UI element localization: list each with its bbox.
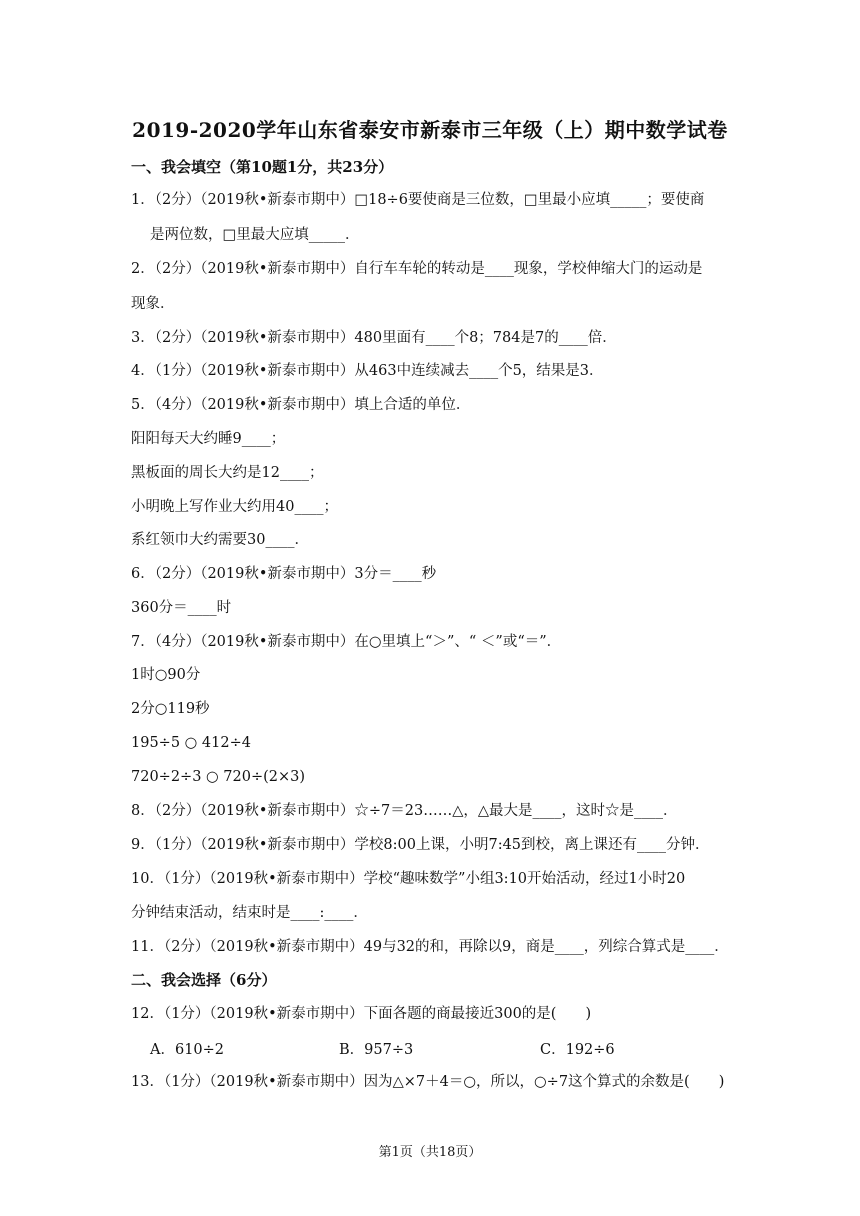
question-7-item-2: 2分○119秒	[131, 701, 210, 717]
question-5-item-4: 系红领巾大约需要30____．	[131, 532, 309, 548]
question-5-item-1: 阳阳每天大约睡9____；	[131, 431, 286, 447]
question-10-line-1: 10．（1分）（2019秋•新泰市期中）学校“趣味数学”小组3:10开始活动，经过1小时20	[131, 871, 686, 887]
question-11: 11．（2分）（2019秋•新泰市期中）49与32的和，再除以9，商是____，列综合算式是____．	[131, 939, 729, 955]
question-4: 4．（1分）（2019秋•新泰市期中）从463中连续减去____个5，结果是3．	[131, 363, 604, 379]
question-7: 7．（4分）（2019秋•新泰市期中）在○里填上“＞”、“ ＜”或“＝”．	[131, 634, 562, 650]
question-12-choice-b: B．957÷3	[339, 1042, 414, 1058]
exam-title: 2019-2020学年山东省泰安市新泰市三年级（上）期中数学试卷	[132, 118, 728, 142]
question-12-choice-a: A．610÷2	[150, 1042, 225, 1058]
question-6-item-2: 360分＝____时	[131, 600, 232, 616]
section-heading-choice: 二、我会选择（6分）	[131, 971, 277, 989]
question-9: 9．（1分）（2019秋•新泰市期中）学校8:00上课，小明7:45到校，离上课还有____分钟．	[131, 837, 710, 853]
question-7-item-1: 1时○90分	[131, 667, 201, 683]
question-13: 13．（1分）（2019秋•新泰市期中）因为△×7＋4＝○，所以，○÷7这个算式的余数是( )	[131, 1074, 725, 1090]
question-3: 3．（2分）（2019秋•新泰市期中）480里面有____个8；784是7的____倍．	[131, 330, 617, 346]
page-footer: 第1页（共18页）	[378, 1145, 482, 1160]
question-1-line-1: 1．（2分）（2019秋•新泰市期中）□18÷6要使商是三位数，□里最小应填_____；要使商	[131, 192, 705, 208]
question-2-line-1: 2．（2分）（2019秋•新泰市期中）自行车车轮的转动是____现象，学校伸缩大门的运动是	[131, 261, 703, 277]
question-7-item-3: 195÷5 ○ 412÷4	[131, 735, 251, 751]
question-5: 5．（4分）（2019秋•新泰市期中）填上合适的单位．	[131, 397, 471, 413]
section-heading-fill-in: 一、我会填空（第10题1分，共23分）	[131, 158, 394, 176]
question-1-line-2: 是两位数，□里最大应填_____．	[150, 227, 360, 243]
question-7-item-4: 720÷2÷3 ○ 720÷(2×3)	[131, 769, 306, 785]
question-5-item-2: 黑板面的周长大约是12____；	[131, 465, 324, 481]
question-12: 12．（1分）（2019秋•新泰市期中）下面各题的商最接近300的是( )	[131, 1006, 592, 1022]
question-8: 8．（2分）（2019秋•新泰市期中）☆÷7＝23……△，△最大是____，这时☆是____．	[131, 803, 678, 819]
question-12-choice-c: C．192÷6	[540, 1042, 615, 1058]
question-10-line-2: 分钟结束活动，结束时是____:____．	[131, 905, 368, 921]
question-6: 6．（2分）（2019秋•新泰市期中）3分＝____秒	[131, 566, 437, 582]
question-5-item-3: 小明晚上写作业大约用40____；	[131, 499, 338, 515]
question-2-line-2: 现象．	[131, 296, 175, 312]
